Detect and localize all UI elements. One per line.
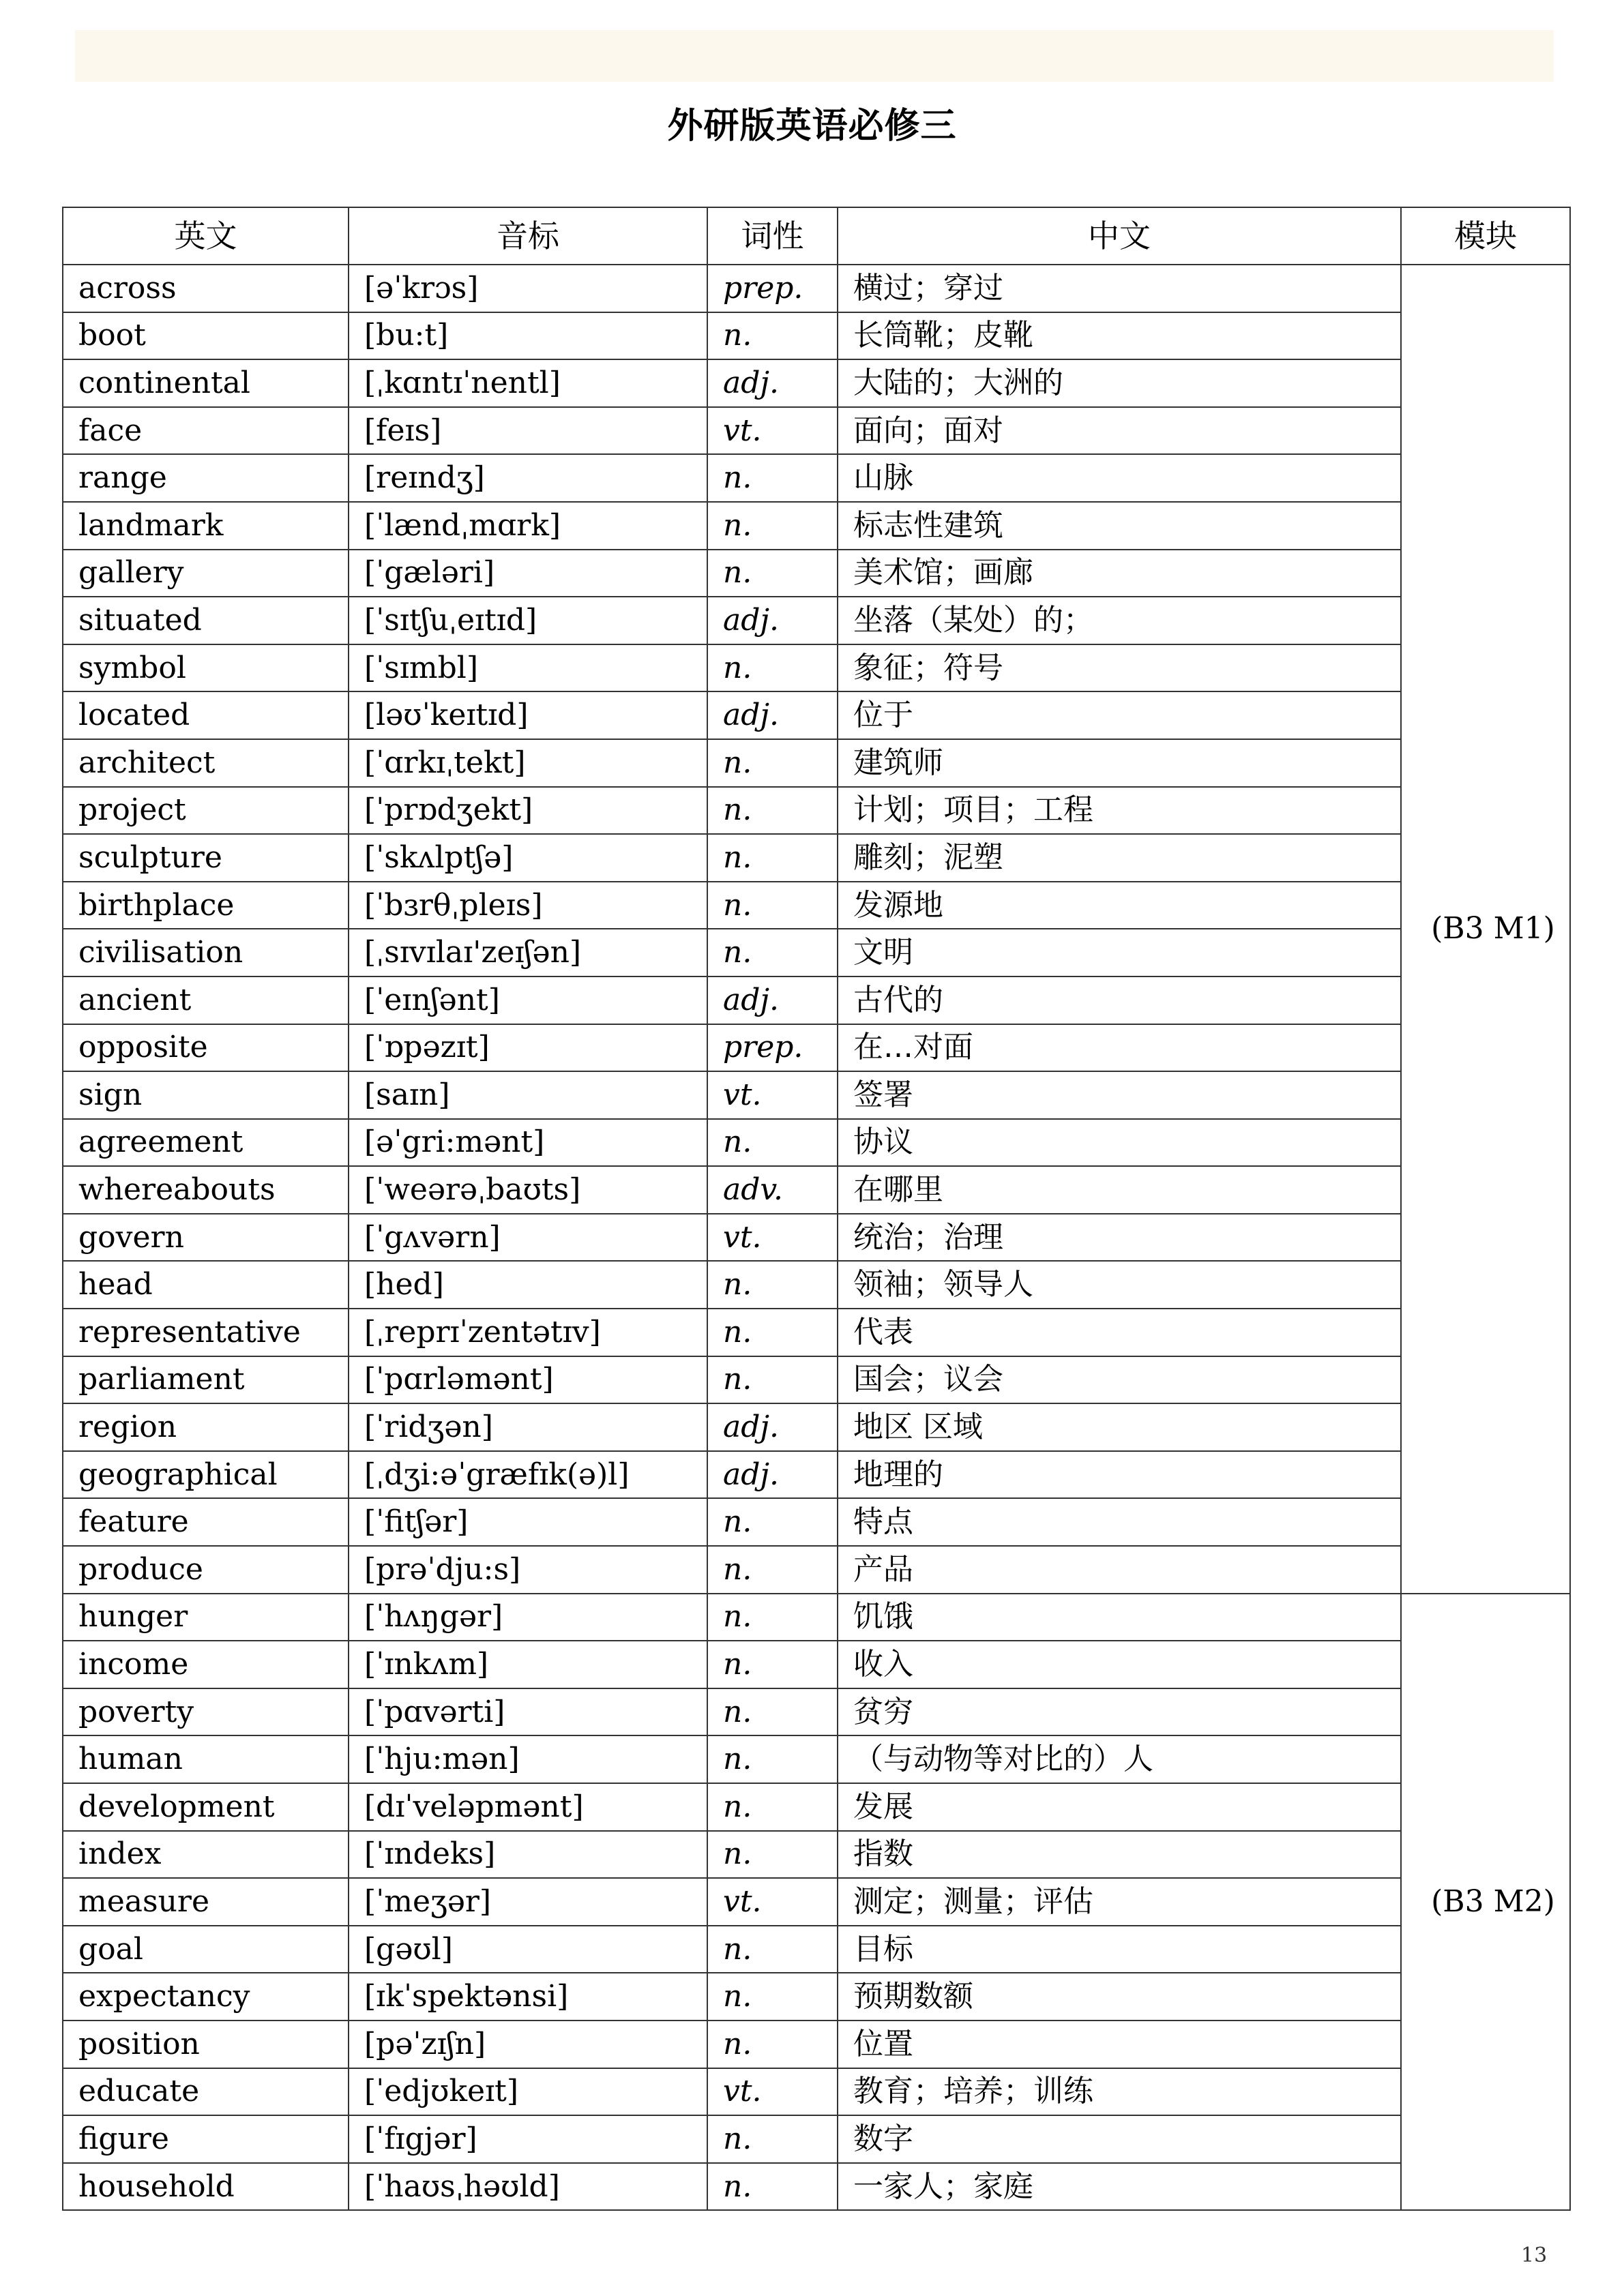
phonetic-cell: [saɪn]	[349, 1071, 707, 1119]
chinese-meaning-cell: 计划；项目；工程	[838, 787, 1401, 835]
english-word-cell: landmark	[63, 502, 349, 550]
chinese-meaning-cell: 饥饿	[838, 1594, 1401, 1641]
vocabulary-table	[62, 207, 1571, 2211]
table-row	[63, 2163, 1570, 2211]
chinese-meaning-cell: 统治；治理	[838, 1214, 1401, 1262]
english-word-cell: opposite	[63, 1024, 349, 1072]
english-word-cell: whereabouts	[63, 1166, 349, 1214]
table-row	[63, 976, 1570, 1024]
part-of-speech-cell: n.	[707, 1735, 838, 1783]
part-of-speech-cell: n.	[707, 929, 838, 976]
phonetic-cell: [ˈbɜrθˌpleɪs]	[349, 882, 707, 929]
header-module: 模块	[1401, 207, 1570, 265]
english-word-cell: birthplace	[63, 882, 349, 929]
part-of-speech-cell: vt.	[707, 407, 838, 455]
chinese-meaning-cell: 发源地	[838, 882, 1401, 929]
chinese-meaning-cell: 横过；穿过	[838, 265, 1401, 312]
table-row	[63, 1498, 1570, 1546]
table-body	[63, 265, 1570, 2210]
table-row	[63, 1214, 1570, 1262]
english-word-cell: geographical	[63, 1451, 349, 1499]
phonetic-cell: [ˈhaʊsˌhəʊld]	[349, 2163, 707, 2211]
phonetic-cell: [ˈhʌŋgər]	[349, 1594, 707, 1641]
phonetic-cell: [ˈedjʊkeɪt]	[349, 2068, 707, 2116]
chinese-meaning-cell: 预期数额	[838, 1973, 1401, 2021]
chinese-meaning-cell: 美术馆；画廊	[838, 550, 1401, 597]
part-of-speech-cell: adj.	[707, 359, 838, 407]
part-of-speech-cell: adj.	[707, 691, 838, 739]
english-word-cell: sign	[63, 1071, 349, 1119]
phonetic-cell: [ˈridʒən]	[349, 1403, 707, 1451]
english-word-cell: human	[63, 1735, 349, 1783]
english-word-cell: hunger	[63, 1594, 349, 1641]
phonetic-cell: [ˈɪndeks]	[349, 1831, 707, 1879]
part-of-speech-cell: prep.	[707, 1024, 838, 1072]
english-word-cell: expectancy	[63, 1973, 349, 2021]
english-word-cell: index	[63, 1831, 349, 1879]
english-word-cell: figure	[63, 2115, 349, 2163]
part-of-speech-cell: vt.	[707, 1071, 838, 1119]
chinese-meaning-cell: 面向；面对	[838, 407, 1401, 455]
english-word-cell: position	[63, 2021, 349, 2068]
table-row	[63, 1641, 1570, 1688]
table-row	[63, 1735, 1570, 1783]
english-word-cell: region	[63, 1403, 349, 1451]
part-of-speech-cell: adj.	[707, 1451, 838, 1499]
part-of-speech-cell: n.	[707, 1831, 838, 1879]
part-of-speech-cell: n.	[707, 834, 838, 882]
chinese-meaning-cell: 数字	[838, 2115, 1401, 2163]
chinese-meaning-cell: 指数	[838, 1831, 1401, 1879]
part-of-speech-cell: n.	[707, 1783, 838, 1831]
table-row	[63, 1783, 1570, 1831]
phonetic-cell: [bu:t]	[349, 312, 707, 360]
table-row	[63, 1688, 1570, 1736]
chinese-meaning-cell: 贫穷	[838, 1688, 1401, 1736]
table-row	[63, 1403, 1570, 1451]
english-word-cell: goal	[63, 1926, 349, 1973]
chinese-meaning-cell: （与动物等对比的）人	[838, 1735, 1401, 1783]
chinese-meaning-cell: 位于	[838, 691, 1401, 739]
chinese-meaning-cell: 教育；培养；训练	[838, 2068, 1401, 2116]
chinese-meaning-cell: 领袖；领导人	[838, 1261, 1401, 1309]
part-of-speech-cell: n.	[707, 1309, 838, 1356]
phonetic-cell: [pəˈzɪʃn]	[349, 2021, 707, 2068]
table-row	[63, 1261, 1570, 1309]
phonetic-cell: [prəˈdju:s]	[349, 1546, 707, 1594]
header-chinese: 中文	[838, 207, 1401, 265]
table-row	[63, 1309, 1570, 1356]
phonetic-cell: [feɪs]	[349, 407, 707, 455]
header-english: 英文	[63, 207, 349, 265]
english-word-cell: civilisation	[63, 929, 349, 976]
table-row	[63, 739, 1570, 787]
phonetic-cell: [ˈhju:mən]	[349, 1735, 707, 1783]
part-of-speech-cell: n.	[707, 1641, 838, 1688]
english-word-cell: across	[63, 265, 349, 312]
part-of-speech-cell: n.	[707, 1498, 838, 1546]
phonetic-cell: [dɪˈveləpmənt]	[349, 1783, 707, 1831]
chinese-meaning-cell: 在哪里	[838, 1166, 1401, 1214]
header-phonetic: 音标	[349, 207, 707, 265]
table-row	[63, 1594, 1570, 1641]
part-of-speech-cell: vt.	[707, 2068, 838, 2116]
chinese-meaning-cell: 大陆的；大洲的	[838, 359, 1401, 407]
phonetic-cell: [əˈgri:mənt]	[349, 1119, 707, 1167]
chinese-meaning-cell: 建筑师	[838, 739, 1401, 787]
english-word-cell: ancient	[63, 976, 349, 1024]
english-word-cell: income	[63, 1641, 349, 1688]
phonetic-cell: [ˈɒpəzɪt]	[349, 1024, 707, 1072]
part-of-speech-cell: n.	[707, 1973, 838, 2021]
part-of-speech-cell: n.	[707, 644, 838, 692]
part-of-speech-cell: n.	[707, 502, 838, 550]
table-row	[63, 312, 1570, 360]
chinese-meaning-cell: 国会；议会	[838, 1356, 1401, 1404]
part-of-speech-cell: n.	[707, 1261, 838, 1309]
phonetic-cell: [ˌkɑntɪˈnentl]	[349, 359, 707, 407]
phonetic-cell: [ˈsɪmbl]	[349, 644, 707, 692]
page-number: 13	[1521, 2243, 1548, 2267]
table-row	[63, 2115, 1570, 2163]
header-part-of-speech: 词性	[707, 207, 838, 265]
phonetic-cell: [ˈgæləri]	[349, 550, 707, 597]
table-row	[63, 1831, 1570, 1879]
table-row	[63, 2021, 1570, 2068]
chinese-meaning-cell: 雕刻；泥塑	[838, 834, 1401, 882]
table-row	[63, 644, 1570, 692]
part-of-speech-cell: n.	[707, 1688, 838, 1736]
part-of-speech-cell: n.	[707, 2163, 838, 2211]
phonetic-cell: [ˈɪnkʌm]	[349, 1641, 707, 1688]
phonetic-cell: [ˈmeʒər]	[349, 1878, 707, 1926]
english-word-cell: situated	[63, 597, 349, 644]
phonetic-cell: [ˈlændˌmɑrk]	[349, 502, 707, 550]
chinese-meaning-cell: 一家人；家庭	[838, 2163, 1401, 2211]
table-row	[63, 1356, 1570, 1404]
english-word-cell: range	[63, 454, 349, 502]
chinese-meaning-cell: 地区 区域	[838, 1403, 1401, 1451]
table-row	[63, 834, 1570, 882]
part-of-speech-cell: n.	[707, 1546, 838, 1594]
english-word-cell: head	[63, 1261, 349, 1309]
table-row	[63, 1166, 1570, 1214]
english-word-cell: representative	[63, 1309, 349, 1356]
table-row	[63, 2068, 1570, 2116]
chinese-meaning-cell: 象征；符号	[838, 644, 1401, 692]
english-word-cell: architect	[63, 739, 349, 787]
table-row	[63, 502, 1570, 550]
phonetic-cell: [ˈfɪgjər]	[349, 2115, 707, 2163]
chinese-meaning-cell: 发展	[838, 1783, 1401, 1831]
table-row	[63, 597, 1570, 644]
english-word-cell: parliament	[63, 1356, 349, 1404]
chinese-meaning-cell: 在…对面	[838, 1024, 1401, 1072]
chinese-meaning-cell: 特点	[838, 1498, 1401, 1546]
english-word-cell: household	[63, 2163, 349, 2211]
part-of-speech-cell: n.	[707, 882, 838, 929]
chinese-meaning-cell: 古代的	[838, 976, 1401, 1024]
english-word-cell: project	[63, 787, 349, 835]
chinese-meaning-cell: 代表	[838, 1309, 1401, 1356]
english-word-cell: gallery	[63, 550, 349, 597]
part-of-speech-cell: n.	[707, 739, 838, 787]
chinese-meaning-cell: 山脉	[838, 454, 1401, 502]
english-word-cell: measure	[63, 1878, 349, 1926]
table-row	[63, 882, 1570, 929]
part-of-speech-cell: n.	[707, 2115, 838, 2163]
chinese-meaning-cell: 签署	[838, 1071, 1401, 1119]
table-row	[63, 929, 1570, 976]
table-header-row	[63, 207, 1570, 265]
phonetic-cell: [ˈpɑvərti]	[349, 1688, 707, 1736]
chinese-meaning-cell: 产品	[838, 1546, 1401, 1594]
phonetic-cell: [ˌsɪvɪlaɪ'zeɪʃən]	[349, 929, 707, 976]
phonetic-cell: [ˈeɪnʃənt]	[349, 976, 707, 1024]
table-row	[63, 787, 1570, 835]
english-word-cell: govern	[63, 1214, 349, 1262]
english-word-cell: feature	[63, 1498, 349, 1546]
page-title: 外研版英语必修三	[667, 106, 957, 147]
phonetic-cell: [ɪkˈspektənsi]	[349, 1973, 707, 2021]
english-word-cell: continental	[63, 359, 349, 407]
chinese-meaning-cell: 协议	[838, 1119, 1401, 1167]
header-band	[75, 30, 1554, 82]
part-of-speech-cell: vt.	[707, 1214, 838, 1262]
english-word-cell: agreement	[63, 1119, 349, 1167]
english-word-cell: boot	[63, 312, 349, 360]
part-of-speech-cell: adv.	[707, 1166, 838, 1214]
table-row	[63, 1451, 1570, 1499]
chinese-meaning-cell: 收入	[838, 1641, 1401, 1688]
part-of-speech-cell: n.	[707, 454, 838, 502]
english-word-cell: sculpture	[63, 834, 349, 882]
part-of-speech-cell: n.	[707, 550, 838, 597]
table-row	[63, 359, 1570, 407]
chinese-meaning-cell: 标志性建筑	[838, 502, 1401, 550]
part-of-speech-cell: vt.	[707, 1878, 838, 1926]
phonetic-cell: [ˈgʌvərn]	[349, 1214, 707, 1262]
table-row	[63, 1878, 1570, 1926]
phonetic-cell: [ˈpɑrləmənt]	[349, 1356, 707, 1404]
english-word-cell: located	[63, 691, 349, 739]
part-of-speech-cell: adj.	[707, 597, 838, 644]
english-word-cell: face	[63, 407, 349, 455]
phonetic-cell: [ˈsɪtʃuˌeɪtɪd]	[349, 597, 707, 644]
table-row	[63, 1926, 1570, 1973]
module-label-cell: (B3 M2)	[1401, 1594, 1570, 2211]
table-row	[63, 550, 1570, 597]
phonetic-cell: [ləʊˈkeɪtɪd]	[349, 691, 707, 739]
phonetic-cell: [əˈkrɔs]	[349, 265, 707, 312]
table-row	[63, 1973, 1570, 2021]
english-word-cell: educate	[63, 2068, 349, 2116]
chinese-meaning-cell: 地理的	[838, 1451, 1401, 1499]
chinese-meaning-cell: 文明	[838, 929, 1401, 976]
phonetic-cell: [ˈskʌlptʃə]	[349, 834, 707, 882]
table-row	[63, 1071, 1570, 1119]
phonetic-cell: [ˌreprɪˈzentətɪv]	[349, 1309, 707, 1356]
table-row	[63, 1024, 1570, 1072]
chinese-meaning-cell: 测定；测量；评估	[838, 1878, 1401, 1926]
english-word-cell: symbol	[63, 644, 349, 692]
phonetic-cell: [ˌdʒi:əˈgræfɪk(ə)l]	[349, 1451, 707, 1499]
phonetic-cell: [reɪndʒ]	[349, 454, 707, 502]
chinese-meaning-cell: 位置	[838, 2021, 1401, 2068]
english-word-cell: produce	[63, 1546, 349, 1594]
table-row	[63, 691, 1570, 739]
english-word-cell: development	[63, 1783, 349, 1831]
part-of-speech-cell: n.	[707, 312, 838, 360]
phonetic-cell: [ˈprɒdʒekt]	[349, 787, 707, 835]
chinese-meaning-cell: 坐落（某处）的；	[838, 597, 1401, 644]
part-of-speech-cell: n.	[707, 787, 838, 835]
table-row	[63, 1546, 1570, 1594]
table-row	[63, 265, 1570, 312]
english-word-cell: poverty	[63, 1688, 349, 1736]
part-of-speech-cell: n.	[707, 2021, 838, 2068]
part-of-speech-cell: n.	[707, 1356, 838, 1404]
chinese-meaning-cell: 长筒靴；皮靴	[838, 312, 1401, 360]
part-of-speech-cell: n.	[707, 1926, 838, 1973]
table-row	[63, 407, 1570, 455]
part-of-speech-cell: prep.	[707, 265, 838, 312]
phonetic-cell: [gəʊl]	[349, 1926, 707, 1973]
phonetic-cell: [ˈfitʃər]	[349, 1498, 707, 1546]
chinese-meaning-cell: 目标	[838, 1926, 1401, 1973]
part-of-speech-cell: adj.	[707, 1403, 838, 1451]
phonetic-cell: [ˈweərəˌbaʊts]	[349, 1166, 707, 1214]
phonetic-cell: [ˈɑrkɪˌtekt]	[349, 739, 707, 787]
part-of-speech-cell: n.	[707, 1594, 838, 1641]
part-of-speech-cell: n.	[707, 1119, 838, 1167]
part-of-speech-cell: adj.	[707, 976, 838, 1024]
table-row	[63, 1119, 1570, 1167]
phonetic-cell: [hed]	[349, 1261, 707, 1309]
table-row	[63, 454, 1570, 502]
module-label-cell: (B3 M1)	[1401, 265, 1570, 1594]
